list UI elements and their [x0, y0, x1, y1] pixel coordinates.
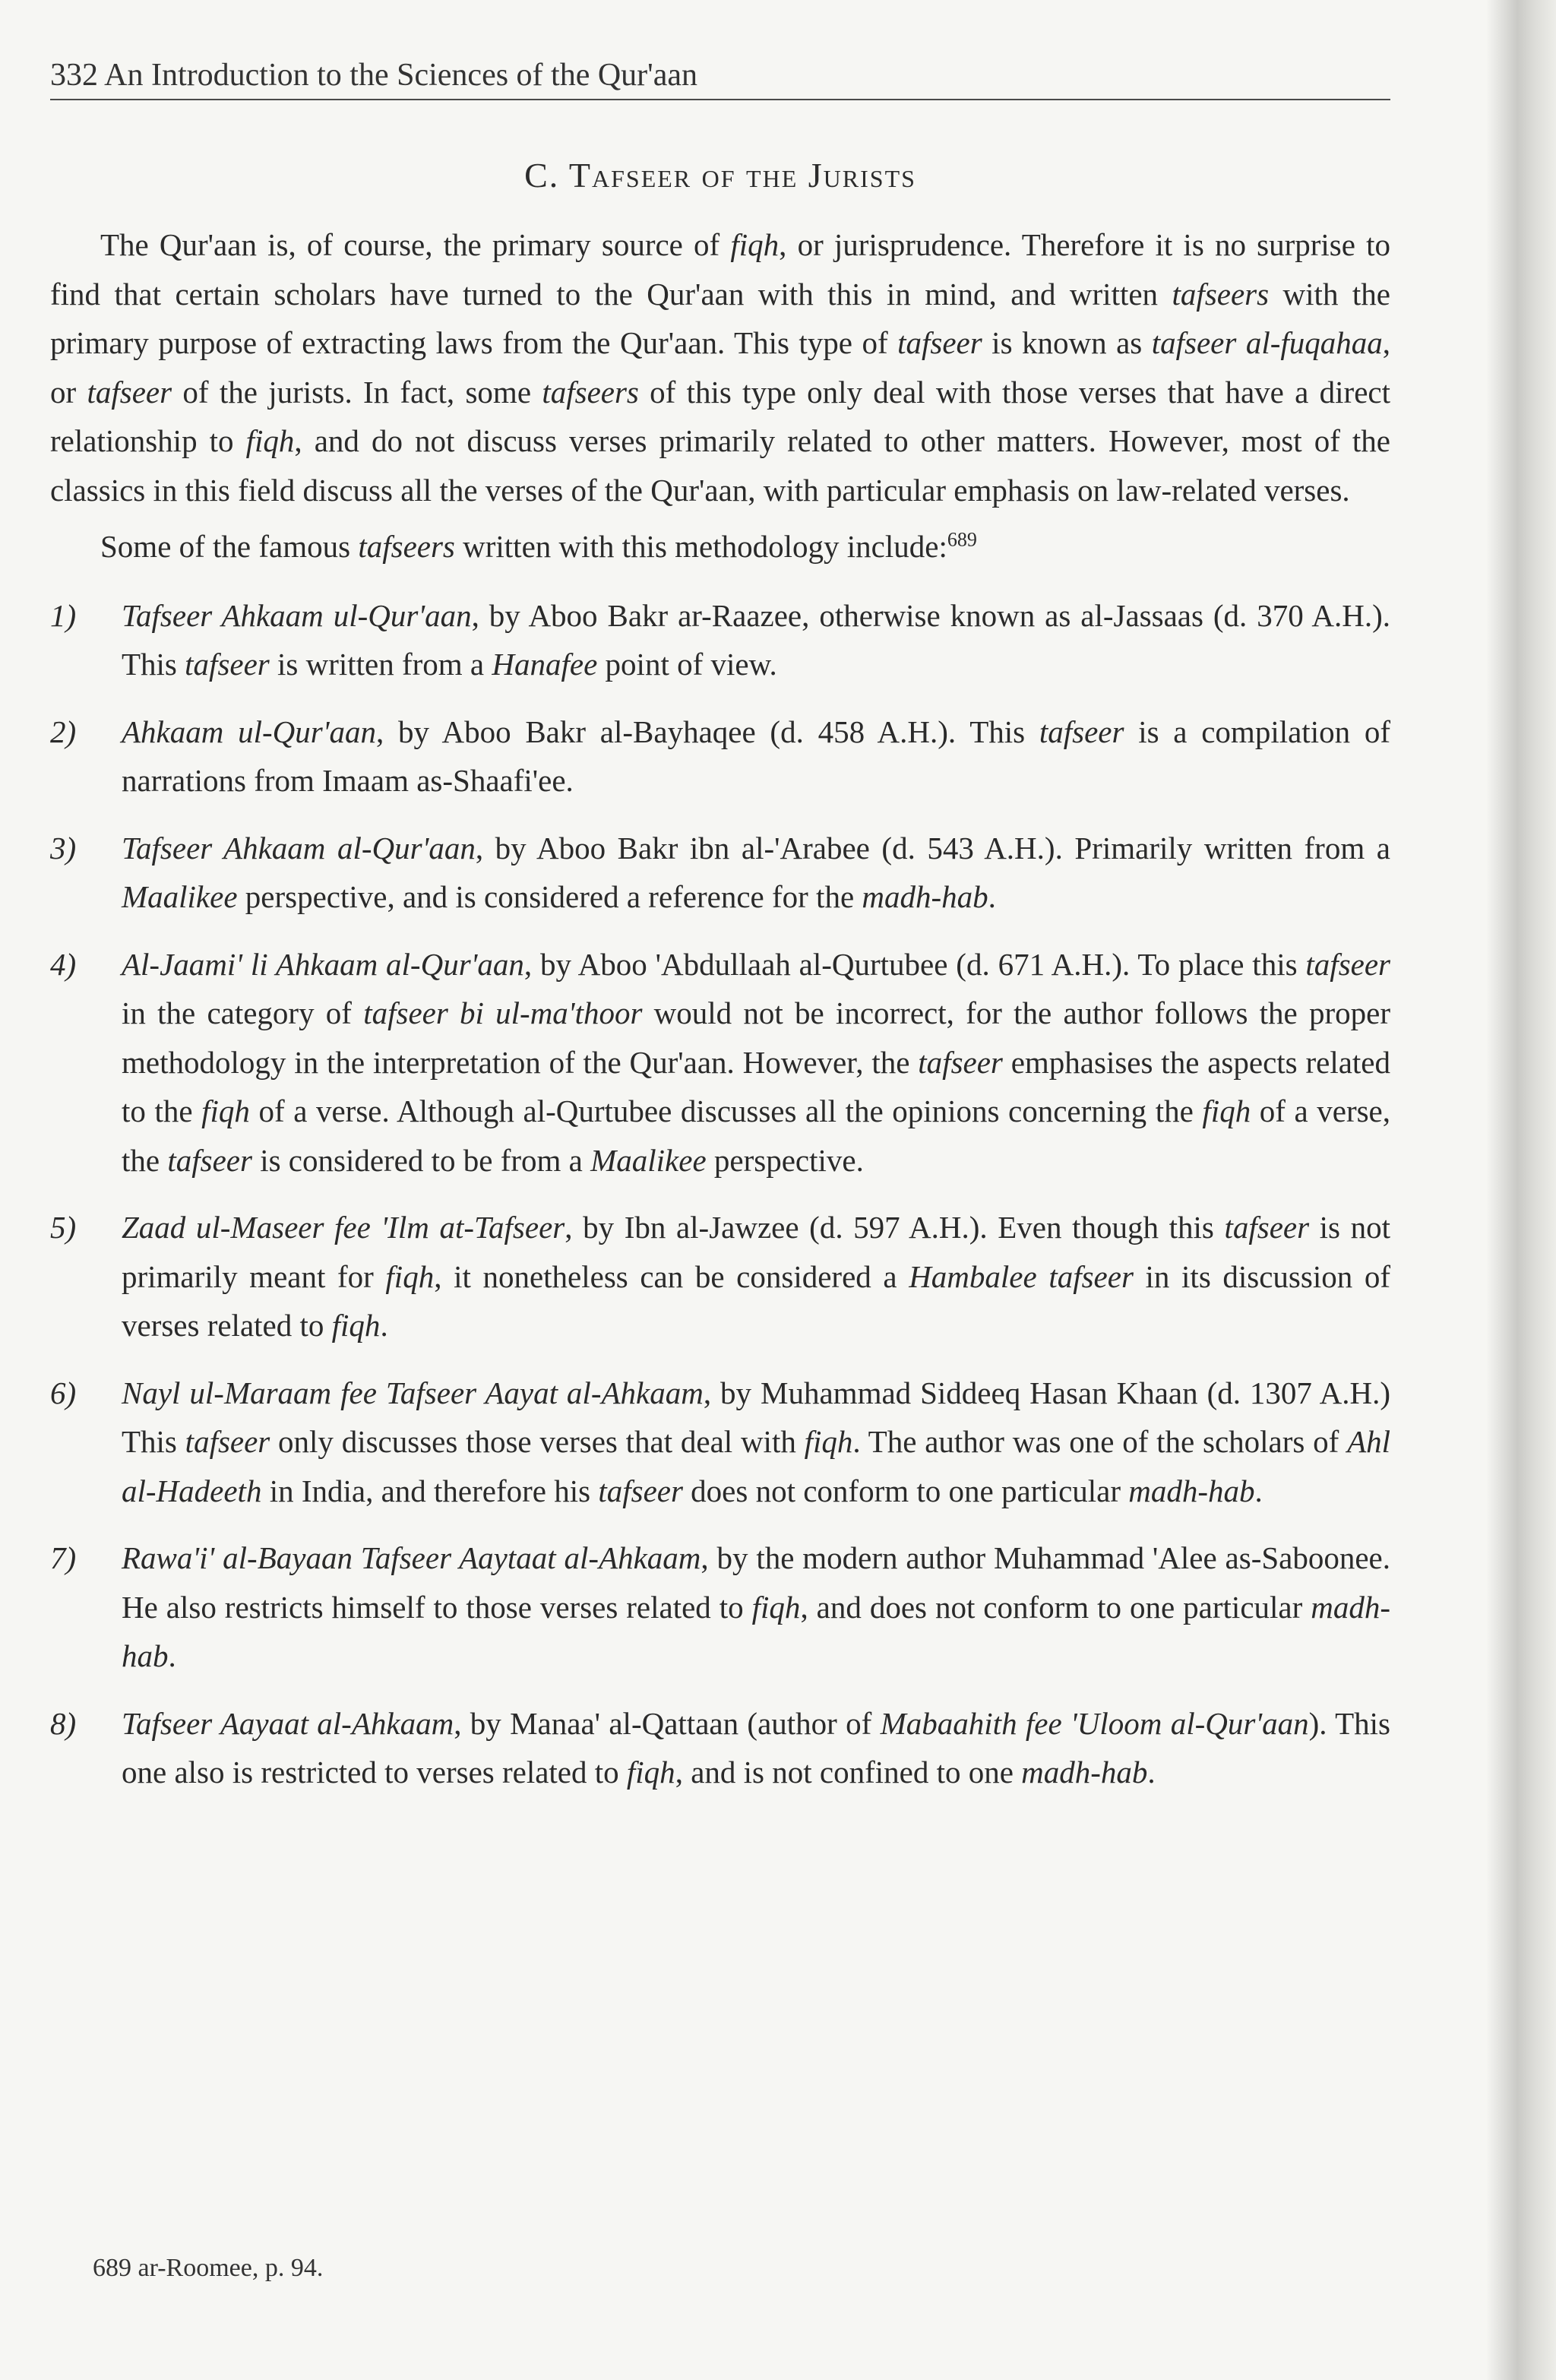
text-run: Some of the famous [100, 529, 359, 564]
italic-term: fiqh [1202, 1093, 1251, 1128]
text-run: perspective, and is considered a reference for the [237, 879, 862, 914]
italic-term: tafseer bi ul-ma'thoor [363, 995, 643, 1030]
italic-term: Maalikee [122, 879, 238, 914]
italic-term: Hanafee [492, 647, 598, 682]
intro-paragraph-1 [50, 220, 1390, 514]
text-run: would not be incorrect, for the author follows the proper methodology in the interpretation of the Qur'aan. However, the [122, 995, 1390, 1080]
text-run: in the category of [122, 995, 364, 1030]
list-item-number: 5) [50, 1210, 77, 1245]
text-run: , by Aboo Bakr ar-Raazee, otherwise known as al-Jassaas (d. 370 A.H.). This [122, 597, 1390, 682]
italic-term: madh-hab [862, 879, 988, 914]
footnote: 689 ar-Roomee, p. 94. [93, 2254, 324, 2282]
text-run: is considered to be from a [251, 1142, 591, 1178]
text-run: is not primarily meant for [122, 1210, 1390, 1294]
text-run: , or jurisprudence. Therefore it is no surprise to find that certain scholars have turned to the Qur'aan with this in mind, and written [50, 227, 1390, 312]
italic-term: tafseers [1172, 276, 1270, 312]
list-item-text [122, 1369, 1390, 1516]
text-run: , and do not discuss verses primarily related to other matters. However, most of the classics in this field discuss all the verses of the Qur'aan, with particular emphasis on law-related verses. [50, 423, 1390, 508]
italic-term: tafseers [542, 374, 639, 410]
text-run: of this type only deal with those verses that have a direct relationship to [50, 374, 1390, 458]
text-run: emphasises the aspects related to the [122, 1044, 1390, 1128]
italic-term: Mabaahith fee 'Uloom al-Qur'aan [880, 1705, 1309, 1741]
italic-term: tafseer [185, 1424, 270, 1459]
text-run: of a verse, the [122, 1093, 1391, 1178]
list-item-text [122, 940, 1390, 1185]
text-run: . [1147, 1755, 1156, 1790]
italic-term: Ahl al-Hadeeth [122, 1424, 1390, 1508]
list-item-number: 3) [50, 830, 77, 866]
text-run: , by Manaa' al-Qattaan (author of [454, 1705, 881, 1741]
italic-term: Rawa'i' al-Bayaan Tafseer Aaytaat al-Ahkaam [122, 1540, 701, 1575]
text-run: . [168, 1638, 176, 1673]
text-run: in India, and therefore his [261, 1473, 599, 1508]
intro-paragraph-2 [50, 522, 1390, 571]
text-run: , by Muhammad Siddeeq Hasan Khaan (d. 1307 A.H.) This [122, 1375, 1391, 1459]
list-item [50, 1699, 1390, 1797]
text-run: ). This one also is restricted to verses related to [122, 1705, 1390, 1790]
text-run: perspective. [706, 1142, 864, 1178]
list-item [50, 1203, 1390, 1350]
italic-term: madh-hab [1021, 1755, 1148, 1790]
text-run: of the jurists. In fact, some [172, 374, 542, 410]
italic-term: Tafseer Aayaat al-Ahkaam [122, 1705, 454, 1741]
text-run: is a compilation of narrations from Imaam as-Shaafi'ee. [122, 714, 1390, 798]
italic-term: fiqh [804, 1424, 853, 1459]
italic-term: Zaad ul-Maseer fee 'Ilm at-Tafseer [122, 1210, 565, 1245]
text-run: is written from a [269, 647, 492, 682]
italic-term: tafseer [1039, 714, 1124, 749]
list-item-number: 7) [50, 1540, 77, 1575]
text-run: written with this methodology include: [454, 529, 947, 564]
section-title: C. Tafseer of the Jurists [524, 156, 916, 195]
running-head: 332 An Introduction to the Sciences of the Qur'aan [50, 52, 1390, 100]
text-run: with the primary purpose of extracting laws from the Qur'aan. This type of [50, 276, 1391, 360]
italic-term: tafseers [358, 529, 455, 564]
italic-term: tafseer [918, 1044, 1003, 1080]
text-run: , or [50, 325, 1391, 410]
italic-term: tafseer [167, 1142, 252, 1178]
text-run: , it nonetheless can be considered a [434, 1258, 909, 1294]
italic-term: tafseer [1224, 1210, 1310, 1245]
list-item [50, 591, 1390, 689]
footnote-ref: 689 [947, 528, 977, 551]
text-run: , by Aboo Bakr al-Bayhaqee (d. 458 A.H.). This [375, 714, 1039, 749]
italic-term: Ahkaam ul-Qur'aan [122, 714, 376, 749]
italic-term: fiqh [751, 1589, 801, 1625]
list-item [50, 1369, 1390, 1516]
italic-term: fiqh [201, 1093, 250, 1128]
italic-term: tafseer [897, 325, 982, 360]
page-edge-shadow [1486, 0, 1556, 2380]
italic-term: tafseer [87, 374, 172, 410]
text-run: in its discussion of verses related to [122, 1258, 1391, 1343]
list-item [50, 940, 1390, 1185]
italic-term: fiqh [385, 1258, 435, 1294]
italic-term: fiqh [626, 1755, 675, 1790]
italic-term: fiqh [245, 423, 295, 458]
italic-term: Hambalee tafseer [909, 1258, 1134, 1294]
text-run: The Qur'aan is, of course, the primary source of [100, 227, 731, 262]
italic-term: madh-hab [1128, 1473, 1255, 1508]
list-item-number: 8) [50, 1705, 77, 1741]
italic-term: Tafseer Ahkaam al-Qur'aan [122, 830, 476, 866]
list-item-number: 1) [50, 597, 77, 633]
list-item-text [122, 1533, 1390, 1681]
text-run: does not conform to one particular [682, 1473, 1129, 1508]
italic-term: tafseer [598, 1473, 683, 1508]
italic-term: Nayl ul-Maraam fee Tafseer Aayat al-Ahkaam [122, 1375, 704, 1410]
italic-term: Tafseer Ahkaam ul-Qur'aan [122, 597, 472, 633]
italic-term: fiqh [331, 1308, 381, 1343]
list-item-text [122, 707, 1390, 805]
body-text [50, 220, 1390, 1815]
italic-term: Al-Jaami' li Ahkaam al-Qur'aan [122, 946, 524, 982]
text-run: , and is not confined to one [675, 1755, 1022, 1790]
text-run: only discusses those verses that deal with [270, 1424, 805, 1459]
italic-term: fiqh [730, 227, 780, 262]
list-item-text [122, 824, 1390, 922]
text-run: , by Ibn al-Jawzee (d. 597 A.H.). Even though this [565, 1210, 1225, 1245]
italic-term: madh-hab [122, 1589, 1390, 1673]
text-run: . [988, 879, 996, 914]
list-item-text [122, 591, 1390, 689]
text-run: . The author was one of the scholars of [852, 1424, 1348, 1459]
list-item [50, 824, 1390, 922]
list-item-text [122, 1699, 1390, 1797]
list-item-number: 4) [50, 946, 77, 982]
italic-term: Maalikee [590, 1142, 707, 1178]
text-run: , by Aboo Bakr ibn al-'Arabee (d. 543 A.H.). Primarily written from a [475, 830, 1390, 866]
text-run: , by the modern author Muhammad 'Alee as-Saboonee. He also restricts himself to those verses related to [122, 1540, 1390, 1625]
list-item-number: 2) [50, 714, 77, 749]
list-item-text [122, 1203, 1390, 1350]
text-run: point of view. [597, 647, 777, 682]
text-run: , by Aboo 'Abdullaah al-Qurtubee (d. 671 A.H.). To place this [523, 946, 1306, 982]
tafseer-list [50, 591, 1390, 1797]
text-run: is known as [982, 325, 1152, 360]
italic-term: tafseer al-fuqahaa [1151, 325, 1383, 360]
text-run: . [380, 1308, 388, 1343]
list-item-number: 6) [50, 1375, 77, 1410]
italic-term: tafseer [1305, 946, 1390, 982]
text-run: , and does not conform to one particular [800, 1589, 1311, 1625]
text-run: of a verse. Although al-Qurtubee discusses all the opinions concerning the [249, 1093, 1203, 1128]
list-item [50, 1533, 1390, 1681]
italic-term: tafseer [185, 647, 270, 682]
text-run: . [1254, 1473, 1263, 1508]
book-page [50, 0, 1390, 2380]
list-item [50, 707, 1390, 805]
